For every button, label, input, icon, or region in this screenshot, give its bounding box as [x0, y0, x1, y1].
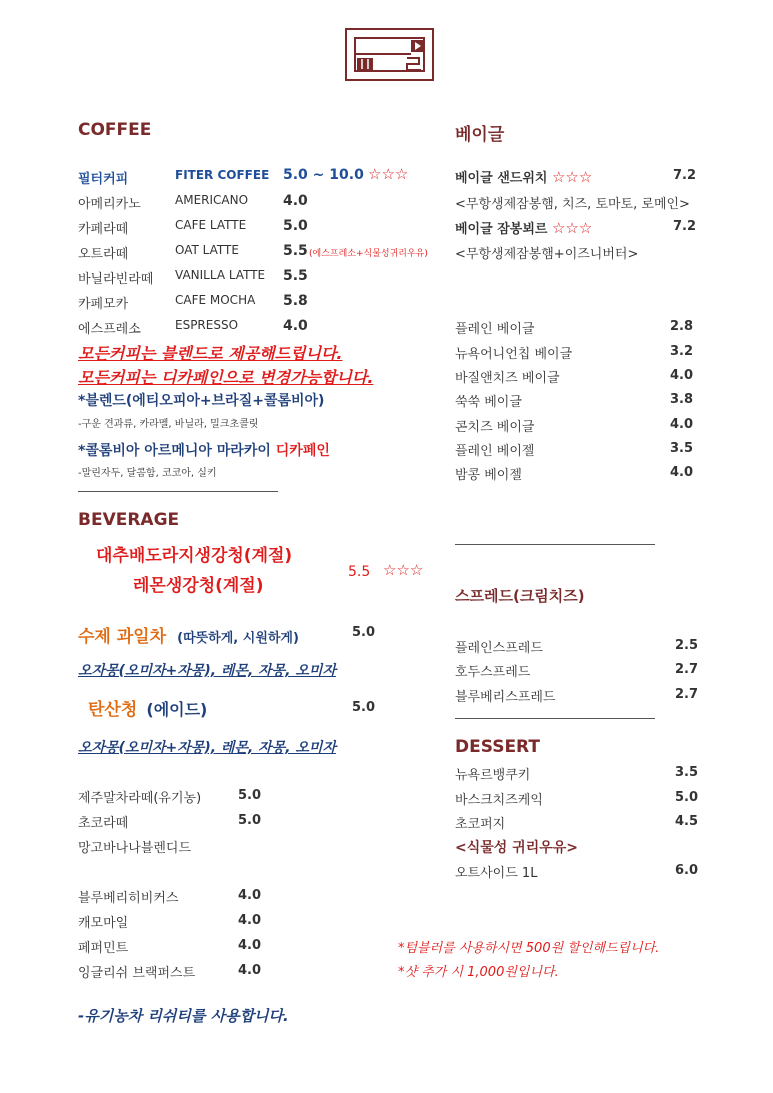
organic-note: -유기농차 리쉬티를 사용합니다.	[78, 1007, 289, 1025]
spread-item-price: 2.5	[675, 638, 699, 653]
dessert-item-name: 초코퍼지	[455, 817, 506, 832]
bagel-item-name: 플레인 베이젤	[455, 444, 535, 459]
coffee-item-en: OAT LATTE	[175, 243, 239, 257]
bagel-item-name: 밤콩 베이젤	[455, 468, 522, 483]
decaf-line	[78, 440, 330, 460]
bagel-item-price: 4.0	[670, 368, 694, 383]
coffee-item-en: FITER COFFEE	[175, 168, 270, 182]
bagel-item-price: 4.0	[670, 417, 694, 432]
latte-item-name: 초코라떼	[78, 816, 129, 831]
coffee-item-price: 4.0	[283, 193, 308, 209]
coffee-title: COFFEE	[78, 120, 152, 140]
coffee-item-name: 오트라떼	[78, 247, 129, 262]
coffee-item-en: AMERICANO	[175, 193, 249, 207]
fruit-tea-line	[78, 622, 299, 647]
tea-item-price: 4.0	[238, 913, 262, 928]
beverage-title: BEVERAGE	[78, 510, 180, 530]
divider	[455, 718, 655, 719]
bagel-item-name: 콘치즈 베이글	[455, 420, 535, 435]
spread-item-price: 2.7	[675, 687, 699, 702]
coffee-item-stars: ☆☆☆	[368, 165, 409, 183]
coffee-item-name: 바닐라빈라떼	[78, 272, 154, 287]
bagel-jambon-name: 베이글 잠봉뵈르	[455, 222, 548, 237]
ade-options: 오자몽(오미자+자몽), 레몬, 자몽, 오미자	[78, 740, 336, 756]
dessert-item-name: 뉴욕르뱅쿠키	[455, 768, 531, 783]
coffee-item-price: 5.0 ~ 10.0	[283, 167, 364, 183]
ade-name: 탄산청	[88, 700, 138, 720]
bagel-item-price: 2.8	[670, 319, 694, 334]
fruit-tea-sub: (따뜻하게, 시원하게)	[177, 631, 299, 646]
spread-item-name: 블루베리스프레드	[455, 690, 556, 705]
latte-item-name: 망고바나나블렌디드	[78, 841, 192, 856]
latte-item-price: 5.0	[238, 788, 262, 803]
coffee-item-name: 아메리카노	[78, 197, 141, 212]
ade-sub: (에이드)	[146, 700, 208, 719]
decaf-highlight: 디카페인	[275, 443, 330, 459]
blend-notes: -구운 견과류, 카라멜, 바닐라, 밀크초콜릿	[78, 419, 259, 430]
dessert-item-price: 5.0	[675, 790, 699, 805]
bagel-title: 베이글	[455, 125, 505, 145]
bagel-jambon-line	[455, 218, 592, 237]
bagel-item-price: 4.0	[670, 465, 694, 480]
spread-item-name: 플레인스프레드	[455, 641, 543, 656]
spread-title: 스프레드(크림치즈)	[455, 587, 585, 605]
seasonal-price: 5.5	[348, 564, 371, 580]
latte-item-name: 제주말차라떼(유기농)	[78, 791, 202, 806]
seasonal-stars: ☆☆☆	[383, 561, 424, 579]
dessert-item-name: 바스크치즈케익	[455, 793, 543, 808]
dessert-item-price: 4.5	[675, 814, 699, 829]
coffee-item-name: 필터커피	[78, 172, 129, 187]
bagel-item-price: 3.8	[670, 392, 694, 407]
coffee-item-en: CAFE LATTE	[175, 218, 247, 232]
coffee-item-en: ESPRESSO	[175, 318, 239, 332]
tea-item-name: 잉글리쉬 브랙퍼스트	[78, 966, 196, 981]
seasonal-item-1: 대추배도라지생강청(계절)	[96, 546, 293, 566]
shot-note: *샷 추가 시 1,000원입니다.	[398, 965, 559, 980]
seasonal-item-2: 레몬생강청(계절)	[133, 576, 264, 596]
coffee-item-name: 카페라떼	[78, 222, 129, 237]
coffee-notice-decaf: 모든커피는 디카페인으로 변경가능합니다.	[78, 368, 374, 387]
bagel-sandwich-name: 베이글 샌드위치	[455, 171, 548, 186]
fruit-tea-name: 수제 과일차	[78, 627, 167, 647]
coffee-item-name: 카페모카	[78, 297, 129, 312]
latte-item-price: 5.0	[238, 813, 262, 828]
bagel-item-name: 뉴욕어니언칩 베이글	[455, 347, 573, 362]
tumbler-note: *텀블러를 사용하시면 500원 할인해드립니다.	[398, 941, 660, 956]
bagel-jambon-price: 7.2	[673, 219, 697, 234]
tea-item-price: 4.0	[238, 888, 262, 903]
oat-milk-price: 6.0	[675, 863, 699, 878]
ade-price: 5.0	[352, 700, 376, 715]
divider	[78, 491, 278, 492]
bagel-item-name: 바질앤치즈 베이글	[455, 371, 560, 386]
tea-item-price: 4.0	[238, 938, 262, 953]
bagel-sandwich-desc: <무항생제잠봉햄, 치즈, 토마토, 로메인>	[455, 197, 690, 212]
bagel-sandwich-price: 7.2	[673, 168, 697, 183]
spread-item-name: 호두스프레드	[455, 665, 531, 680]
tea-item-name: 캐모마일	[78, 916, 129, 931]
coffee-item-price: 5.5	[283, 243, 308, 259]
coffee-item-name: 에스프레소	[78, 322, 141, 337]
bagel-item-name: 플레인 베이글	[455, 322, 535, 337]
bagel-jambon-desc: <무항생제잠봉햄+이즈니버터>	[455, 247, 639, 262]
divider	[455, 544, 655, 545]
ade-line	[88, 695, 207, 720]
coffee-item-en: VANILLA LATTE	[175, 268, 266, 282]
coffee-notice-blend: 모든커피는 블렌드로 제공해드립니다.	[78, 344, 343, 363]
tea-item-name: 페퍼민트	[78, 941, 129, 956]
blend-title: *블렌드(에티오피아+브라질+콜롬비아)	[78, 393, 325, 409]
bagel-sandwich-stars: ☆☆☆	[551, 168, 593, 186]
fruit-tea-price: 5.0	[352, 625, 376, 640]
coffee-item-price: 5.0	[283, 218, 308, 234]
dessert-title: DESSERT	[455, 737, 540, 757]
spread-item-price: 2.7	[675, 662, 699, 677]
oat-milk-name: 오트사이드 1L	[455, 866, 538, 881]
coffee-item-price: 5.5	[283, 268, 308, 284]
coffee-item-en: CAFE MOCHA	[175, 293, 256, 307]
bagel-item-name: 쑥쑥 베이글	[455, 395, 522, 410]
fruit-tea-options: 오자몽(오미자+자몽), 레몬, 자몽, 오미자	[78, 663, 336, 679]
tea-item-price: 4.0	[238, 963, 262, 978]
decaf-title: *콜롬비아 아르메니아 마라카이	[78, 443, 271, 459]
decaf-notes: -말린자두, 달콤함, 코코아, 실키	[78, 468, 217, 479]
tea-item-name: 블루베리히비커스	[78, 891, 179, 906]
coffee-item-note: (에스프레소+식물성귀리우유)	[309, 249, 428, 259]
coffee-item-price: 5.8	[283, 293, 308, 309]
bagel-sandwich-line	[455, 167, 592, 186]
logo	[345, 28, 434, 81]
dessert-item-price: 3.5	[675, 765, 699, 780]
oat-milk-title: <식물성 귀리우유>	[455, 840, 579, 856]
bagel-item-price: 3.5	[670, 441, 694, 456]
bagel-item-price: 3.2	[670, 344, 694, 359]
coffee-item-price: 4.0	[283, 318, 308, 334]
bagel-jambon-stars: ☆☆☆	[551, 219, 593, 237]
